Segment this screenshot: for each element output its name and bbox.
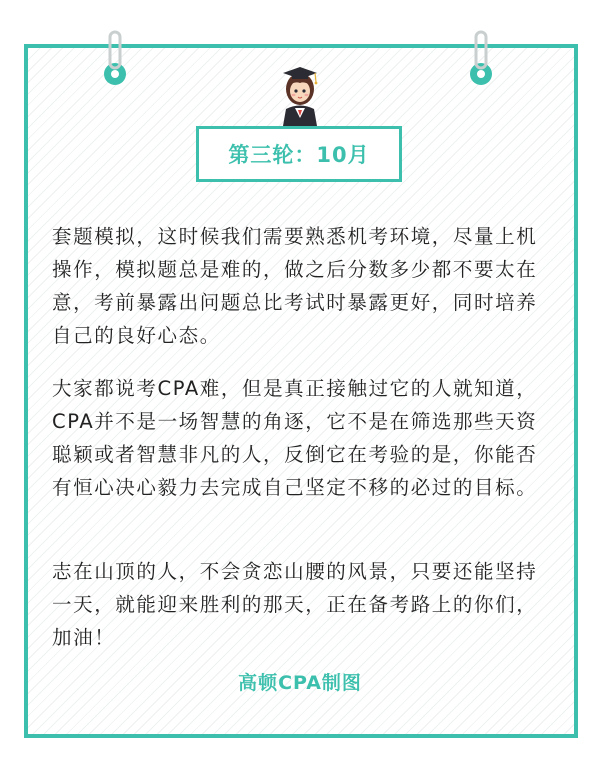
binder-clip-icon [468, 30, 494, 90]
graduate-avatar-icon [275, 62, 325, 126]
binder-clip-icon [102, 30, 128, 90]
title-box [196, 126, 402, 182]
paragraph-1: 套题模拟，这时候我们需要熟悉机考环境，尽量上机操作，模拟题总是难的，做之后分数多少都不要太在意，考前暴露出问题总比考试时暴露更好，同时培养自己的良好心态。 [52, 225, 538, 347]
page-title: 第三轮：10月 [228, 143, 370, 167]
paragraph-3: 志在山顶的人，不会贪恋山腰的风景，只要还能坚持一天，就能迎来胜利的那天，正在备考路上的你们，加油！ [52, 560, 538, 649]
paragraph-2: 大家都说考CPA难，但是真正接触过它的人就知道，CPA并不是一场智慧的角逐，它不是在筛选那些天资聪颖或者智慧非凡的人，反倒它在考验的是，你能否有恒心决心毅力去完成自己坚定不移的必过的目标。 [52, 377, 538, 499]
footer-credit: 高顿CPA制图 [238, 672, 362, 694]
